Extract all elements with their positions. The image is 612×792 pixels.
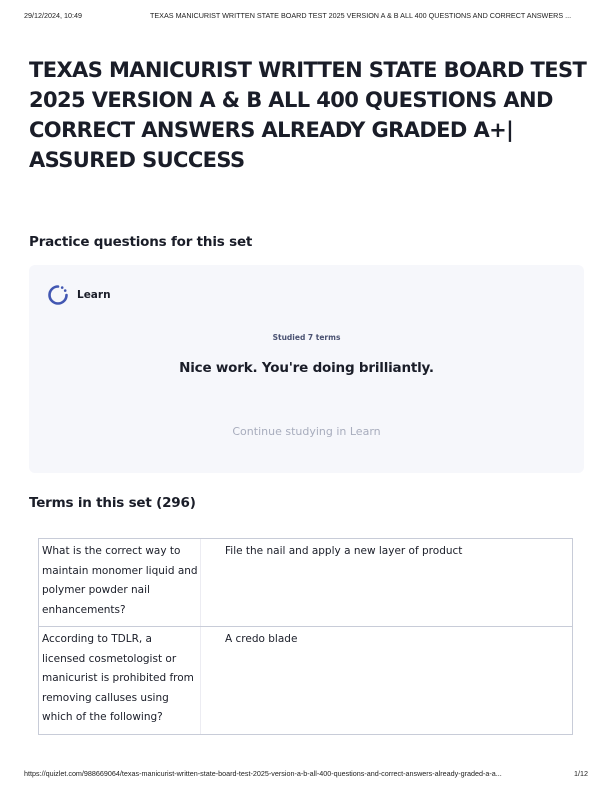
encouragement-message: Nice work. You're doing brilliantly. — [179, 360, 434, 376]
continue-learn-button[interactable]: Continue studying in Learn — [232, 425, 381, 438]
table-row — [39, 539, 572, 627]
learn-progress-icon — [47, 284, 69, 306]
practice-heading: Practice questions for this set — [29, 234, 253, 250]
print-page-title: TEXAS MANICURIST WRITTEN STATE BOARD TEST 2025 VERSION A & B ALL 400 QUESTIONS AND CORRECT ANSWERS ... — [150, 11, 572, 20]
print-footer — [24, 769, 588, 781]
learn-mode-link[interactable] — [47, 284, 111, 306]
set-title: TEXAS MANICURIST WRITTEN STATE BOARD TEST 2025 VERSION A & B ALL 400 QUESTIONS AND CORRECT ANSWERS ALREADY GRADED A+| ASSURED SUCCESS — [29, 58, 587, 172]
terms-heading: Terms in this set (296) — [29, 495, 196, 511]
print-header — [24, 11, 592, 23]
print-date: 29/12/2024, 10:49 — [24, 11, 82, 20]
studied-count: Studied 7 terms — [272, 333, 341, 342]
page-url: https://quizlet.com/988669064/texas-manicurist-written-state-board-test-2025-version-a-b-all-400-questions-and-correct-answers-already-graded-a-a... — [24, 769, 502, 778]
page-number: 1/12 — [574, 769, 588, 778]
term-text: What is the correct way to maintain monomer liquid and polymer powder nail enhancements? — [39, 539, 201, 626]
learn-mode-label: Learn — [77, 289, 111, 301]
term-text: According to TDLR, a licensed cosmetologist or manicurist is prohibited from removing calluses using which of the following? — [39, 627, 201, 734]
terms-table — [38, 538, 573, 735]
definition-text: A credo blade — [225, 633, 298, 645]
practice-card — [29, 265, 584, 473]
definition-text: File the nail and apply a new layer of product — [225, 545, 463, 557]
table-row — [39, 627, 572, 734]
